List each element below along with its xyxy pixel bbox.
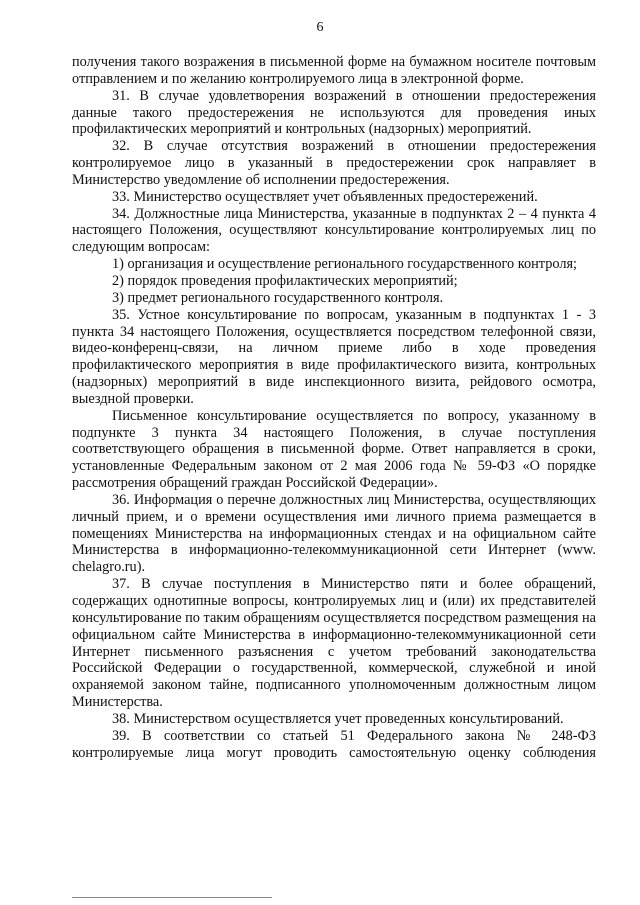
paragraph-10: Письменное консультирование осуществляется по вопросу, указанному в подпункте 3 пункта 34 настоящего Положения, в случае поступления соответствующего обращения в письменной форме. Ответ направляется в сроки, установленные Федеральным законом от 2 мая 2006 года № 59-ФЗ «О порядке рассмотрения обращений граждан Российской Федерации». [72,407,596,492]
paragraph-11: 36. Информация о перечне должностных лиц Министерства, осуществляющих личный прием, и о времени осуществления ими личного приема размещается в помещениях Министерства на информационных стендах и на официальном сайте Министерства в информационно-телекоммуникационной сети Интернет (www. chelagro.ru). [72,491,596,576]
paragraph-9: 35. Устное консультирование по вопросам, указанным в подпунктах 1 - 3 пункта 34 настоящего Положения, осуществляется посредством телефонной связи, видео-конференц-связи, на личном приеме либо в ходе проведения профилактического мероприятия в виде профилактического визита, контрольных (надзорных) мероприятий в виде инспекционного визита, рейдового осмотра, выездной проверки. [72,306,596,407]
footer-divider [72,897,272,898]
paragraph-2: 31. В случае удовлетворения возражений в отношении предостережения данные такого предостережения не используются для проведения иных профилактических мероприятий и контрольных (надзорных) мероприятий. [72,87,596,138]
paragraph-4: 33. Министерство осуществляет учет объявленных предостережений. [112,188,538,205]
paragraph-5: 34. Должностные лица Министерства, указанные в подпунктах 2 – 4 пункта 4 настоящего Положения, осуществляют консультирование контролируемых лиц по следующим вопросам: [72,205,596,256]
paragraph-3: 32. В случае отсутствия возражений в отношении предостережения контролируемое лицо в указанный в предостережении срок направляет в Министерство уведомление об исполнении предостережения. [72,138,596,188]
paragraph-13: 38. Министерством осуществляется учет проведенных консультирований. [112,710,564,727]
document-body [72,54,596,761]
paragraph-12: 37. В случае поступления в Министерство пяти и более обращений, содержащих однотипные вопросы, контролируемых лиц и (или) их представителей консультирование по таким обращениям осуществляется посредством размещения на официальном сайте Министерства в информационно-телекоммуникационной сети Интернет письменного разъяснения с учетом требований законодательства Российской Федерации о государственной, коммерческой, служебной и иной охраняемой законом тайне, подписанного уполномоченным должностным лицом Министерства. [72,576,596,711]
paragraph-8: 3) предмет регионального государственного контроля. [112,289,444,306]
page-number: 6 [316,20,324,35]
paragraph-14: 39. В соответствии со статьей 51 Федерального закона № 248-ФЗ контролируемые лица могут проводить самостоятельную оценку соблюдения [72,727,596,761]
paragraph-1: получения такого возражения в письменной форме на бумажном носителе почтовым отправлением и по желанию контролируемого лица в электронной форме. [72,54,596,87]
paragraph-6: 1) организация и осуществление регионального государственного контроля; [112,256,578,273]
paragraph-7: 2) порядок проведения профилактических мероприятий; [112,272,458,289]
